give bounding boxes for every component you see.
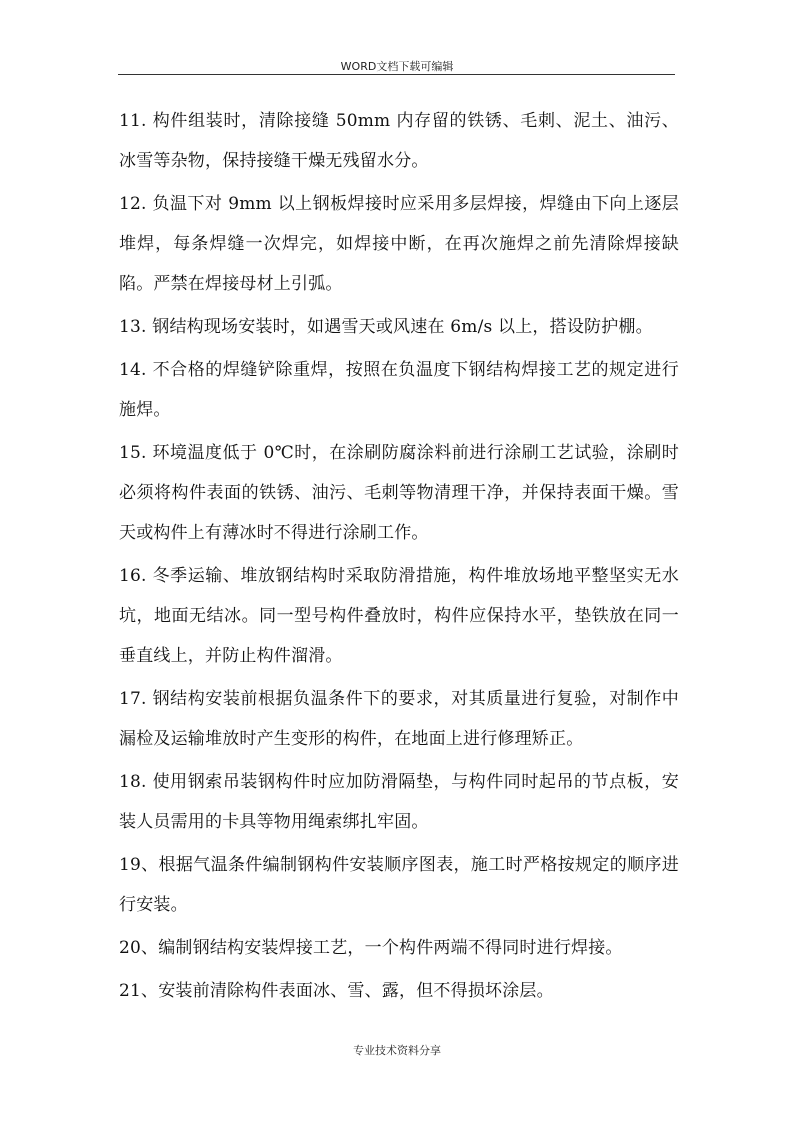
paragraph-21: 21、安装前清除构件表面冰、雪、露，但不得损坏涂层。 [119,981,554,1001]
paragraph-11: 11. 构件组装时，清除接缝 50mm 内存留的铁锈、毛刺、泥土、油污、冰雪等杂物，保持接缝干燥无残留水分。 [119,111,679,171]
paragraph-16: 16. 冬季运输、堆放钢结构时采取防滑措施，构件堆放场地平整坚实无水坑，地面无结冰。同一型号构件叠放时，构件应保持水平，垫铁放在同一垂直线上，并防止构件溜滑。 [119,566,679,666]
paragraph-13: 13. 钢结构现场安装时，如遇雪天或风速在 6m/s 以上，搭设防护棚。 [119,317,653,337]
paragraph-18: 18. 使用钢索吊装钢构件时应加防滑隔垫，与构件同时起吊的节点板，安装人员需用的卡具等物用绳索绑扎牢固。 [119,772,679,832]
paragraph-20: 20、编制钢结构安装焊接工艺，一个构件两端不得同时进行焊接。 [119,938,623,958]
page-header: WORD文档下载可编辑 [340,60,454,73]
paragraph-12: 12. 负温下对 9mm 以上钢板焊接时应采用多层焊接，焊缝由下向上逐层堆焊，每条焊缝一次焊完，如焊接中断，在再次施焊之前先清除焊接缺陷。严禁在焊接母材上引弧。 [119,194,679,294]
paragraph-17: 17. 钢结构安装前根据负温条件下的要求，对其质量进行复验，对制作中漏检及运输堆放时产生变形的构件，在地面上进行修理矫正。 [119,689,679,749]
paragraph-19: 19、根据气温条件编制钢构件安装顺序图表，施工时严格按规定的顺序进行安装。 [119,855,679,915]
paragraph-15: 15. 环境温度低于 0℃时，在涂刷防腐涂料前进行涂刷工艺试验，涂刷时必须将构件表面的铁锈、油污、毛刺等物清理干净，并保持表面干燥。雪天或构件上有薄冰时不得进行涂刷工作。 [119,443,679,543]
paragraph-14: 14. 不合格的焊缝铲除重焊，按照在负温度下钢结构焊接工艺的规定进行施焊。 [119,360,679,420]
page-footer: 专业技术资料分享 [353,1044,441,1057]
header-divider [118,74,675,75]
document-body [119,101,679,1014]
